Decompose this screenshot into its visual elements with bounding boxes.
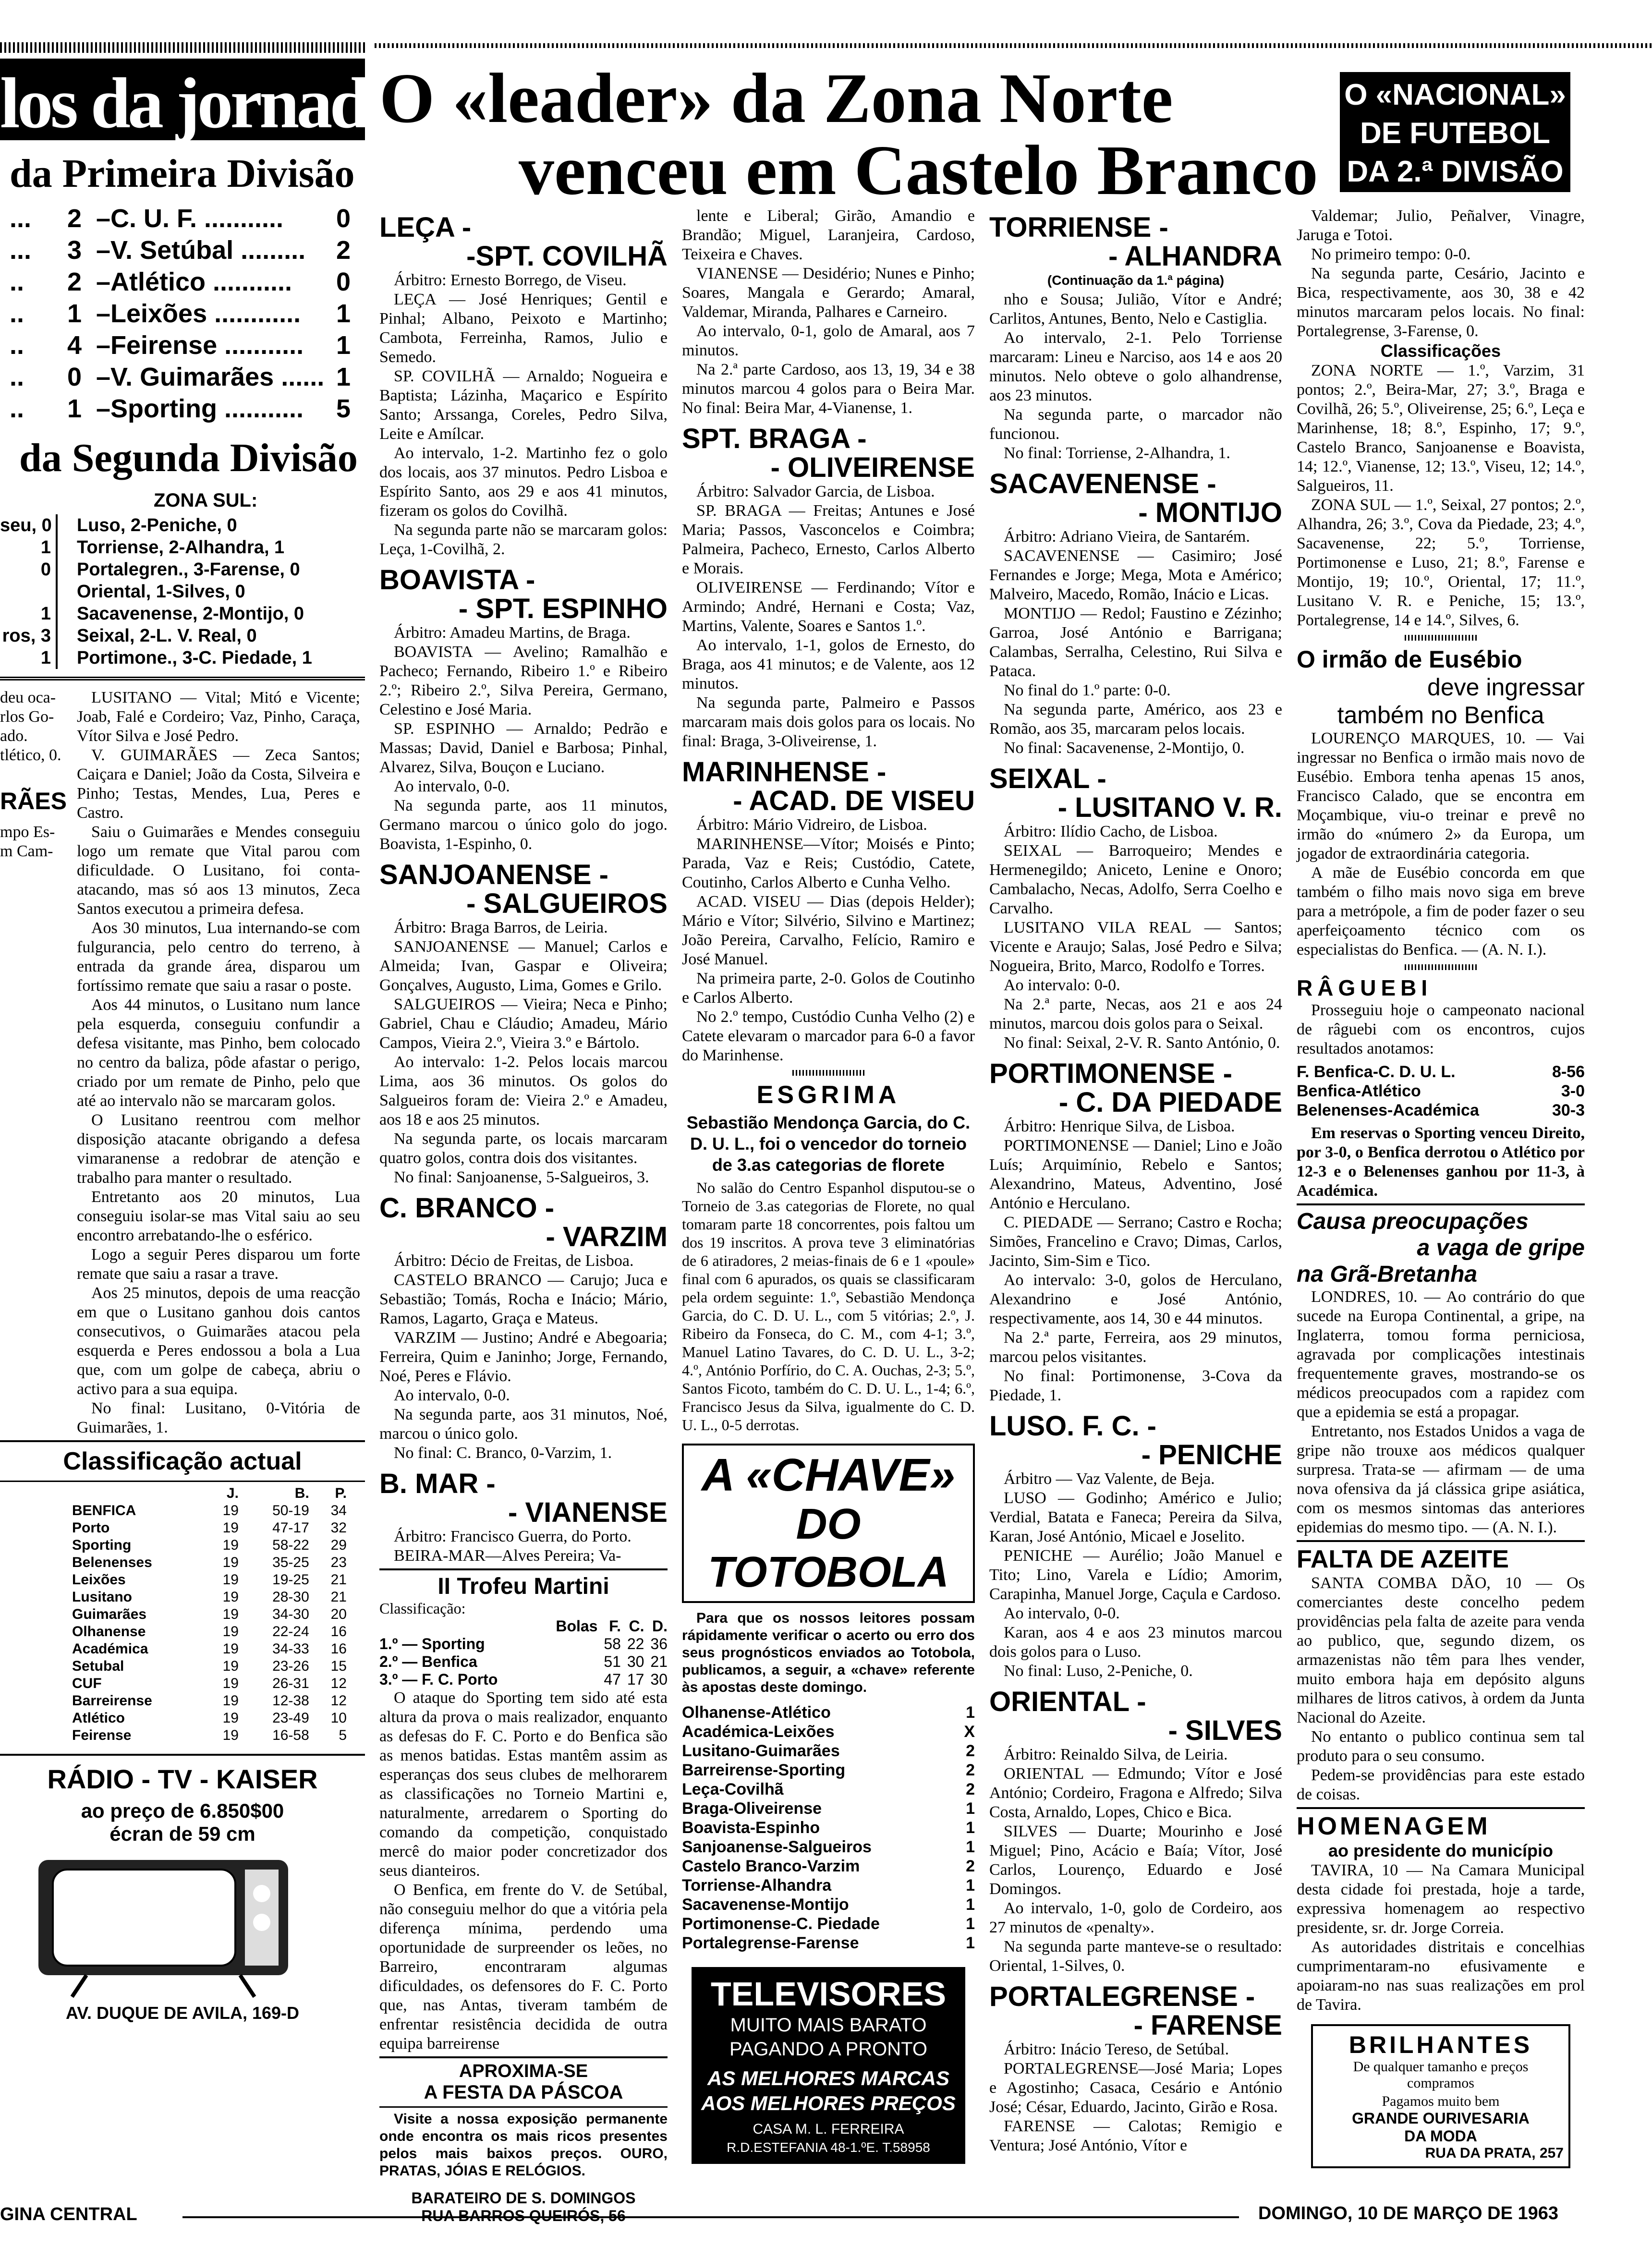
match-paragraph: CASTELO BRANCO — Carujo; Juca e Sebastião; Tomás, Rocha e Inácio; Mário, Ramos, Lagarto, Graça e Mateus. (379, 1271, 668, 1327)
match-paragraph: Na 2.ª parte, Ferreira, aos 29 minutos, marcou pelos visitantes. (989, 1329, 1282, 1366)
martini-row: 2.º — Benfica 51 30 21 (379, 1653, 668, 1670)
match-paragraph: No 2.º tempo, Custódio Cunha Velho (2) e Catete elevaram o marcador para 6-0 a favor do Marinhense. (682, 1008, 975, 1064)
match-paragraph: Na segunda parte, Palmeiro e Passos marcaram mais dois golos para os locais. No final: Braga, 3-Oliveirense, 1. (682, 694, 975, 750)
match-paragraph: FARENSE — Calotas; Remigio e Ventura; José António, Vítor e (989, 2117, 1282, 2154)
second-division-row: ros, 3 Seixal, 2-L. V. Real, 0 (0, 625, 365, 647)
match-paragraph: SACAVENENSE — Casimiro; José Fernandes e Jorge; Mega, Mota e Américo; Malveiro, Macedo, Romão, Inácio e Licas. (989, 547, 1282, 603)
match-paragraph: Na segunda parte, o marcador não funcionou. (989, 406, 1282, 443)
match-paragraph: No final: Torriense, 2-Alhandra, 1. (1004, 444, 1230, 462)
classification-table (72, 1485, 351, 1744)
chave-row: Académica-Leixões X (682, 1723, 975, 1741)
match-heading: MARINHENSE - - ACAD. DE VISEU (682, 756, 975, 816)
zona-norte-standings: ZONA NORTE — 1.º, Varzim, 31 pontos; 2.º, Beira-Mar, 27; 3.º, Braga e Covilhã, 26; 5.º, Oliveirense, 25; 6.º, Leça e Marinhense, 18; 8.º, Espinho, 17; 9.º, Castelo Branco, Sanjoanense e Boavista, 14; 12.º, Vianense, 12; 13.º, Viseu, 12; 14.º, Salgueiros, 11. (1297, 362, 1585, 495)
match-paragraph: Árbitro: Ilídio Cacho, de Lisboa. (1004, 823, 1218, 840)
homenagem-title: HOMENAGEM (1297, 1812, 1491, 1840)
match-paragraph: Árbitro: Mário Vidreiro, de Lisboa. (696, 816, 927, 834)
match-paragraph: Ao intervalo, 0-0. (1004, 1604, 1120, 1622)
match-heading: LEÇA - -SPT. COVILHÃ (379, 212, 668, 272)
column-3 (682, 206, 975, 2190)
match-paragraph: Ao intervalo, 0-0. (394, 1386, 510, 1404)
match-paragraph: BEIRA-MAR—Alves Pereira; Va- (394, 1547, 621, 1565)
martini-title: II Trofeu Martini (437, 1574, 609, 1599)
nacional-box (1340, 72, 1570, 192)
chave-row: Lusitano-Guimarães 2 (682, 1742, 975, 1760)
match-heading: PORTALEGRENSE - - FARENSE (989, 1981, 1282, 2041)
kaiser-title: RÁDIO - TV - KAISER (47, 1764, 318, 1794)
match-paragraph: PENICHE — Aurélio; João Manuel e Tito; Lino, Varela e Lídio; Amorim, Carapinha, Manuel Jorge, Caçula e Cardoso. (989, 1547, 1282, 1603)
report-paragraph: Entretanto aos 20 minutos, Lua conseguiu isolar-se mas Vital saiu ao seu encontro arrebatando-lhe o esférico. (77, 1188, 360, 1244)
match-paragraph: Árbitro: Francisco Guerra, do Porto. (394, 1528, 632, 1545)
footer-date: DOMINGO, 10 DE MARÇO DE 1963 (1258, 2203, 1559, 2223)
report-paragraph: Aos 30 minutos, Lua internando-se com fulgurancia, pelo centro do terreno, à entrada da grande área, disparou um fortíssimo remate que saiu a rasar o poste. (77, 919, 360, 995)
first-division-row: .. 4 – Feirense ........... 1 (10, 331, 351, 360)
match-heading: C. BRANCO - - VARZIM (379, 1192, 668, 1252)
eusebio-title-2: deve ingressar (1427, 674, 1585, 701)
match-paragraph: Ao intervalo: 0-0. (1004, 976, 1120, 994)
match-paragraph: BOAVISTA — Avelino; Ramalhão e Pacheco; Fernando, Ribeiro 1.º e Ribeiro 2.º; Ribeiro 2.º, Silva Pereira, Germano, Celestino e José Maria. (379, 643, 668, 718)
edge-fragment: ado. (0, 727, 28, 745)
match-heading: LUSO. F. C. - - PENICHE (989, 1410, 1282, 1470)
continued-paragraph: Na segunda parte, Cesário, Jacinto e Bica, respectivamente, aos 30, 38 e 42 minutos marcaram pelos locais. No final: Portalegrense, 3-Farense, 0. (1297, 265, 1585, 340)
zona-sul-standings: ZONA SUL — 1.º, Seixal, 27 pontos; 2.º, Alhandra, 26; 3.º, Cova da Piedade, 23; 4.º, Sacavenense, 22; 5.º, Torriense, Portimonense e Luso, 21; 8.º, Farense e Montijo, 19; 10.º, Oriental, 17; 11.º, Lusitano V. R. e Peniche, 15; 13.º, Portalegrense, 14 e 14.º, Silves, 6. (1297, 496, 1585, 629)
headline-line-1: O «leader» da Zona Norte (379, 59, 1173, 138)
match-paragraph: LEÇA — José Henriques; Gentil e Pinhal; Albano, Peixoto e Martinho; Cambota, Ferreinha, Ramos, Julio e Semedo. (379, 291, 668, 366)
pascoa-signature-2: RUA BARROS QUEIRÓS, 56 (421, 2207, 626, 2224)
match-heading: SANJOANENSE - - SALGUEIROS (379, 859, 668, 919)
brilhantes-name-1: GRANDE OURIVESARIA (1352, 2110, 1530, 2127)
classification-row: Atlético 19 23-49 10 (72, 1710, 347, 1726)
classification-row: Setubal 19 23-26 15 (72, 1658, 347, 1674)
first-division-title: da Primeira Divisão (10, 151, 355, 196)
martini-row: 3.º — F. C. Porto 47 17 30 (379, 1671, 668, 1688)
match-paragraph: SALGUEIROS — Vieira; Neca e Pinho; Gabriel, Chau e Cláudio; Amadeu, Mário Campos, Vieira 2.º, Vieira 3.º e Bártolo. (379, 996, 668, 1052)
chave-row: Sacavenense-Montijo 1 (682, 1895, 975, 1914)
classification-row: Olhanense 19 22-24 16 (72, 1624, 347, 1640)
classification-title: Classificação actual (63, 1447, 302, 1475)
edge-fragment: deu oca- (0, 689, 56, 706)
match-paragraph: Ao intervalo, 1-0, golo de Cordeiro, aos 27 minutos de «penalty». (989, 1899, 1282, 1936)
first-division-row: ... 2 – C. U. F. ........... 0 (10, 204, 351, 233)
match-paragraph: ACAD. VISEU — Dias (depois Helder); Mário e Vítor; Silvério, Silvino e Martinez; João Pereira, Carvalho, Felício, Ramiro e José Manuel. (682, 893, 975, 968)
azeite-paragraph: No entanto o publico continua sem tal produto para o seu consumo. (1297, 1728, 1585, 1765)
kaiser-ad (0, 1763, 365, 2023)
chave-row: Olhanense-Atlético 1 (682, 1703, 975, 1722)
match-paragraph: Árbitro: Adriano Vieira, de Santarém. (1004, 528, 1250, 546)
match-paragraph: Árbitro: Salvador Garcia, de Lisboa. (696, 483, 935, 500)
match-paragraph: No final: Seixal, 2-V. R. Santo António, 0. (1004, 1034, 1280, 1052)
match-paragraph: Na primeira parte, 2-0. Golos de Coutinho e Carlos Alberto. (682, 970, 975, 1007)
continued-paragraph: Na 2.ª parte Cardoso, aos 13, 19, 34 e 38 minutos marcou 4 golos para o Beira Mar. No final: Beira Mar, 4-Vianense, 1. (682, 361, 975, 417)
match-paragraph: VARZIM — Justino; André e Abegoaria; Ferreira, Quim e Janinho; Jorge, Fernando, Noé, Peres e Flávio. (379, 1329, 668, 1385)
match-paragraph: nho e Sousa; Julião, Vítor e André; Carlitos, Antunes, Bento, Nelo e Castiglia. (989, 291, 1282, 328)
top-ruler (0, 42, 365, 53)
second-division-title: da Segunda Divisão (19, 436, 358, 480)
match-paragraph: Árbitro: Amadeu Martins, de Braga. (394, 624, 631, 642)
report-paragraph: Aos 25 minutos, depois de uma reacção em que o Lusitano ganhou dois cantos consecutivos, o Guimarães atacou pela esquerda e Peres endossou a bola a Lua que, com um golpe de cabeça, abriu o activo para a sua equipa. (77, 1284, 360, 1398)
match-paragraph: Ao intervalo: 3-0, golos de Herculano, Alexandrino e José António, respectivamente, aos 14, 30 e 44 minutos. (989, 1271, 1282, 1327)
classification-row: Lusitano 19 28-30 21 (72, 1589, 347, 1605)
left-column (0, 0, 400, 2259)
match-paragraph: ORIENTAL — Edmundo; Vítor e José António; Cordeiro, Fragona e Alfredo; Silva Costa, Arnaldo, Lopes, Chico e Bica. (989, 1765, 1282, 1821)
homenagem-paragraph: TAVIRA, 10 — Na Camara Municipal desta cidade foi prestada, hoje a tarde, expressiva homenagem ao respectivo presidente, sr. dr. Jorge Correia. (1297, 1861, 1585, 1937)
continued-paragraph: Ao intervalo, 0-1, golo de Amaral, aos 7 minutos. (682, 322, 975, 359)
azeite-paragraph: Pedem-se providências para este estado de coisas. (1297, 1766, 1585, 1803)
raguebi-row: Benfica-Atlético 3-0 (1297, 1082, 1585, 1100)
match-paragraph: No final: Sanjoanense, 5-Salgueiros, 3. (394, 1168, 649, 1186)
match-paragraph: Árbitro: Braga Barros, de Leiria. (394, 919, 608, 936)
match-heading: SPT. BRAGA - - OLIVEIRENSE (682, 423, 975, 483)
classifications-title: Classificações (1380, 341, 1501, 361)
raguebi-reserves: Em reservas o Sporting venceu Direito, por 3-0, o Benfica derrotou o Atlético por 12-3 e o Belenenses ganhou por 11-3, à Académica. (1297, 1124, 1585, 1200)
jornada-banner: los da jornada (0, 59, 365, 140)
chave-row: Braga-Oliveirense 1 (682, 1799, 975, 1818)
report-paragraph: V. GUIMARÃES — Zeca Santos; Caiçara e Daniel; João da Costa, Silveira e Pinho; Testas, Mendes, Lua, Peres e Castro. (77, 746, 360, 822)
classification-row: Sporting 19 58-22 29 (72, 1537, 347, 1553)
televisores-ad (692, 1967, 965, 2164)
report-paragraph: Aos 44 minutos, o Lusitano num lance pela esquerda, conseguiu confundir a defesa visitante, mas Pinho, bem colocado no centro da baliza, pôde afastar o perigo, criado por um remate de Pinho, pelo que até ao intervalo não se marcaram golos. (77, 996, 360, 1110)
esgrima-headline: Sebastião Mendonça Garcia, do C. D. U. L., foi o vencedor do torneio de 3.as categorias de florete (686, 1113, 971, 1175)
match-heading: SEIXAL - - LUSITANO V. R. (989, 763, 1282, 823)
tv-ad-line-3: PAGANDO A PRONTO (729, 2039, 927, 2060)
classification-header: J. B. P. (226, 1485, 347, 1501)
gripe-title-1: Causa preocupações (1297, 1209, 1529, 1234)
chave-row: Torriense-Alhandra 1 (682, 1876, 975, 1895)
match-paragraph: Árbitro: Henrique Silva, de Lisboa. (1004, 1117, 1235, 1135)
report-paragraph: Logo a seguir Peres disparou um forte remate que saiu a rasar a trave. (77, 1246, 360, 1283)
match-paragraph: PORTIMONENSE — Daniel; Lino e João Luís; Arquimínio, Rebelo e Santos; Alexandrino, Mateus, Adventino, José António e Herculano. (989, 1137, 1282, 1212)
martini-paragraph: O ataque do Sporting tem sido até esta altura da prova o mais realizador, enquanto as defesas do F. C. Porto e do Benfica são as menos batidas. Estas mantêm assim as esperanças dos seus clubes de melhorarem as classificações no Torneio Martini e, naturalmente, arredarem o Sporting do comando da competição, conquistado mercê do maior poder concretizador dos seus dianteiros. (379, 1689, 668, 1880)
homenagem-subtitle: ao presidente do município (1328, 1841, 1554, 1860)
pascoa-signature-1: BARATEIRO DE S. DOMINGOS (411, 2189, 636, 2207)
azeite-paragraph: SANTA COMBA DÃO, 10 — Os comerciantes deste concelho pedem providências pela falta de azeite para venda ao publico, que, segundo dizem, os armazenistas não têm para lhes vender, muito embora haja em depósito alguns milhares de litros cativos, à ordem da Junta Nacional do Azeite. (1297, 1574, 1585, 1726)
martini-header: Bolas F. C. D. (556, 1617, 668, 1635)
brilhantes-subtitle: De qualquer tamanho e preços compramos (1353, 2059, 1529, 2091)
match-paragraph: Árbitro: Décio de Freitas, de Lisboa. (394, 1252, 634, 1270)
raguebi-text: Prosseguiu hoje o campeonato nacional de râguebi com os encontros, cujos resultados anotamos: (1297, 1001, 1585, 1057)
match-paragraph: Na segunda parte não se marcaram golos: Leça, 1-Covilhã, 2. (379, 521, 668, 558)
homenagem-paragraph: As autoridades distritais e concelhias cumprimentaram-no efusivamente e apoiaram-no nas suas realizações em prol de Tavira. (1297, 1938, 1585, 2014)
second-division-row: 0 Portalegren., 3-Farense, 0 (0, 559, 365, 581)
eusebio-paragraph: LOURENÇO MARQUES, 10. — Vai ingressar no Benfica o irmão mais novo de Eusébio. Embora tenha apenas 15 anos, Francisco Calado, que se encontra em Moçambique, viu-o treinar e prevê no irmão do «número 2» da Europa, um jogador de extraordinária categoria. (1297, 729, 1585, 862)
match-paragraph: Árbitro — Vaz Valente, de Beja. (1004, 1470, 1215, 1488)
classification-row: Feirense 19 16-58 5 (72, 1727, 347, 1743)
kaiser-address: AV. DUQUE DE AVILA, 169-D (65, 2003, 300, 2023)
chave-row: Portalegrense-Farense 1 (682, 1934, 975, 1952)
match-paragraph: SP. ESPINHO — Arnaldo; Pedrão e Massas; David, Daniel e Barbosa; Pinhal, Alvarez, Silva, Bouçon e Luciano. (379, 720, 668, 776)
tv-ad-line-7: R.D.ESTEFANIA 48-1.ºE. T.58958 (727, 2140, 930, 2155)
first-division-row: .. 1 – Sporting ........... 5 (10, 394, 351, 423)
classification-row: CUF 19 26-31 12 (72, 1676, 347, 1691)
report-paragraph: LUSITANO — Vital; Mitó e Vicente; Joab, Falé e Cordeiro; Vaz, Pinho, Caraça, Vítor Silva e José Pedro. (77, 689, 360, 745)
match-paragraph: SP. COVILHÃ — Arnaldo; Nogueira e Baptista; Lázinha, Maçarico e Espírito Santo; Arssanga, Coreles, Pedro Silva, Leite e Amílcar. (379, 367, 668, 443)
gripe-title-2: a vaga de gripe (1417, 1235, 1585, 1261)
report-paragraph: No final: Lusitano, 0-Vitória de Guimarães, 1. (77, 1399, 360, 1436)
second-division-row: seu, 0 Luso, 2-Peniche, 0 (0, 515, 237, 535)
brilhantes-name-2: DA MODA (1404, 2127, 1477, 2145)
match-paragraph: LUSITANO VILA REAL — Santos; Vicente e Araujo; Salas, José Pedro e Silva; Nogueira, Brito, Marco, Rodolfo e Torres. (989, 919, 1282, 975)
nacional-line-3: DA 2.ª DIVISÃO (1347, 155, 1564, 188)
martini-paragraph: O Benfica, em frente do V. de Setúbal, não conseguiu melhor do que a vitória pela diferença mínima, perdendo uma oportunidade de surpreender os leões, no Barreiro, encontraram algumas dificuldades, os defensores do F. C. Porto que, nas Antas, tiveram também de enfrentar resistência decidida de outra equipa barreirense (379, 1881, 668, 2053)
match-heading: SACAVENENSE - - MONTIJO (989, 468, 1282, 528)
tv-set-illustration (29, 1855, 298, 1999)
edge-fragments (0, 688, 72, 1437)
match-paragraph: Na segunda parte, os locais marcaram quatro golos, contra dois dos visitantes. (379, 1130, 668, 1167)
esgrima-title: ESGRIMA (756, 1081, 900, 1109)
match-paragraph: MONTIJO — Redol; Faustino e Zézinho; Garroa, José António e Barrigana; Calambas, Serralha, Celestino, Rui Silva e Pataca. (989, 605, 1282, 680)
martini-row: 1.º — Sporting 58 22 36 (379, 1635, 668, 1652)
classification-row: Leixões 19 19-25 21 (72, 1572, 347, 1588)
pascoa-text: Visite a nossa exposição permanente onde encontra os mais ricos presentes pelos mais baixos preços. OURO, PRATAS, JÓIAS E RELÓGIOS. (379, 2111, 668, 2179)
match-paragraph: Na segunda parte manteve-se o resultado: Oriental, 1-Silves, 0. (989, 1938, 1282, 1975)
continued-paragraph: Valdemar; Julio, Peñalver, Vinagre, Jaruga e Totoi. (1297, 207, 1585, 244)
match-paragraph: No final: C. Branco, 0-Varzim, 1. (394, 1444, 612, 1462)
match-paragraph: Árbitro: Reinaldo Silva, de Leiria. (1004, 1746, 1228, 1763)
azeite-title: FALTA DE AZEITE (1297, 1545, 1509, 1573)
first-division-row: .. 1 – Leixões ............ 1 (10, 299, 351, 328)
match-paragraph: OLIVEIRENSE — Ferdinando; Vítor e Armindo; André, Hernani e Costa; Vaz, Martins, Valente, Soares e Santos 1.º. (682, 579, 975, 635)
tv-ad-line-5: AOS MELHORES PREÇOS (701, 2092, 956, 2114)
brilhantes-address: RUA DA PRATA, 257 (1425, 2145, 1564, 2161)
chave-row: Leça-Covilhã 2 (682, 1780, 975, 1798)
match-paragraph: MARINHENSE—Vítor; Moisés e Pinto; Parada, Vaz e Reis; Custódio, Catete, Coutinho, Carlos Alberto e Cunha Velho. (682, 835, 975, 891)
match-paragraph: C. PIEDADE — Serrano; Castro e Rocha; Simões, Francelino e Cravo; Dimas, Carlos, Jacinto, Sim-Sim e Tico. (989, 1214, 1282, 1270)
match-paragraph: Ao intervalo, 0-0. (394, 777, 510, 795)
kaiser-price: ao preço de 6.850$00 (81, 1799, 284, 1822)
match-paragraph: SANJOANENSE — Manuel; Carlos e Almeida; Ivan, Gaspar e Oliveira; Gonçalves, Augusto, Lima, Gomes e Grilo. (379, 938, 668, 994)
tv-ad-line-2: MUITO MAIS BARATO (730, 2015, 927, 2036)
nacional-line-2: DE FUTEBOL (1360, 117, 1551, 150)
match-paragraph: Ao intervalo: 1-2. Pelos locais marcou Lima, aos 36 minutos. Os golos do Salgueiros foram de: Vieira 2.º e Amadeu, aos 18 e aos 25 minutos. (379, 1053, 668, 1129)
edge-fragment: rlos Go- (0, 708, 54, 726)
raguebi-row: Belenenses-Académica 30-3 (1297, 1101, 1585, 1119)
match-paragraph: Na segunda parte, aos 31 minutos, Noé, marcou o único golo. (379, 1406, 668, 1443)
match-paragraph: No final: Sacavenense, 2-Montijo, 0. (1004, 739, 1245, 757)
continued-paragraph: No primeiro tempo: 0-0. (1311, 245, 1471, 263)
first-division-row: .. 0 – V. Guimarães ...... 1 (10, 363, 351, 391)
column-2 (379, 206, 668, 2224)
martini-table (379, 1617, 668, 1688)
classification-row: Guimarães 19 34-30 20 (72, 1606, 347, 1622)
match-paragraph: Ao intervalo, 1-1, golos de Ernesto, do Braga, aos 41 minutos; e de Valente, aos 12 minutos. (682, 636, 975, 692)
chave-title-2: DO TOTOBOLA (708, 1500, 949, 1596)
match-heading: PORTIMONENSE - - C. DA PIEDADE (989, 1058, 1282, 1118)
tv-ad-title: TELEVISORES (710, 1975, 947, 2013)
nacional-line-1: O «NACIONAL» (1344, 78, 1566, 111)
match-paragraph: Árbitro: Inácio Tereso, de Setúbal. (1004, 2040, 1229, 2058)
match-paragraph: Na segunda parte, Américo, aos 23 e Romão, aos 35, marcaram pelos locais. (989, 701, 1282, 738)
second-division-row: 1 Sacavenense, 2-Montijo, 0 (0, 603, 365, 625)
match-paragraph: No final: Luso, 2-Peniche, 0. (1004, 1662, 1193, 1680)
first-division-row: .. 2 – Atlético ........... 0 (10, 267, 351, 296)
main-headline (379, 59, 1340, 210)
pascoa-ad (379, 2061, 668, 2225)
column-4 (989, 206, 1282, 2190)
tv-ad-line-6: CASA M. L. FERREIRA (753, 2121, 904, 2137)
match-paragraph: SP. BRAGA — Freitas; Antunes e José Maria; Passos, Vasconcelos e Coimbra; Palmeira, Pacheco, Ernesto, Carlos Alberto e Morais. (682, 502, 975, 577)
pascoa-title-1: APROXIMA-SE (459, 2061, 588, 2081)
headline-line-2: venceu em Castelo Branco (519, 131, 1318, 210)
esgrima-text: No salão do Centro Espanhol disputou-se o Torneio de 3.as categorias de Florete, no qual tomaram parte 18 concorrentes, pois faltou um dos 19 inscritos. A prova teve 3 eliminatórias de 6 atiradores, 2 meias-finais de 6 e 1 «poule» final com 6 apurados, os quais se classificaram pela ordem seguinte: 1.º, Sebastião Mendonça Garcia, do C. D. U. L., com 5 vitórias; 2.º, J. Ribeiro da Fonseca, do C. M., com 4-1; 3.º, Manuel Latino Tavares, do C. D. U. L., 3-2; 4.º, António Porfírio, do C. A. Ouchas, 2-3; 5.º, Santos Ficoto, também do C. D. U. L., 1-4; 6.º, Francisco Jesus da Silva, igualmente do C. D. U. L., 0-5 derrotas. (682, 1179, 975, 1433)
pascoa-title-2: A FESTA DA PÁSCOA (424, 2082, 623, 2103)
match-paragraph: SEIXAL — Barroqueiro; Mendes e Hermenegildo; Aniceto, Lenine e Onoro; Cambalacho, Necas, Adolfo, Serra Coelho e Carvalho. (989, 842, 1282, 917)
kaiser-screen: écran de 59 cm (109, 1822, 255, 1845)
first-division-row: ... 3 – V. Setúbal ......... 2 (10, 236, 351, 265)
raguebi-row: F. Benfica-C. D. U. L. 8-56 (1297, 1063, 1585, 1081)
martini-subtitle: Classificação: (379, 1600, 466, 1617)
classification-row: BENFICA 19 50-19 34 (72, 1503, 347, 1518)
chave-row: Boavista-Espinho 1 (682, 1819, 975, 1837)
match-heading: B. MAR - - VIANENSE (379, 1468, 668, 1528)
page-footer-left: GINA CENTRAL (0, 2204, 137, 2224)
match-paragraph: No final do 1.º parte: 0-0. (1004, 681, 1171, 699)
second-division-row: 1 Portimone., 3-C. Piedade, 1 (0, 647, 365, 669)
report-paragraph: O Lusitano reentrou com melhor disposição atacante obrigando a defesa vimaranense a redobrar de atenção e trabalho para manter o resultado. (77, 1111, 360, 1187)
chave-intro: Para que os nossos leitores possam rápidamente verificar o acerto ou erro dos seus prognósticos enviados ao Totobola, publicamos, a seguir, a «chave» referente às apostas deste domingo. (682, 1610, 975, 1695)
eusebio-title-3: também no Benfica (1337, 702, 1544, 729)
edge-fragment: tlético, 0. (0, 746, 61, 764)
match-paragraph: No final: Portimonense, 3-Cova da Piedade, 1. (989, 1367, 1282, 1404)
lusitano-report (72, 688, 360, 1437)
classification-row: Académica 19 34-33 16 (72, 1641, 347, 1657)
raguebi-results (1297, 1062, 1585, 1120)
match-paragraph: Na segunda parte, aos 11 minutos, Germano marcou o único golo do jogo. Boavista, 1-Espinho, 0. (379, 797, 668, 853)
zona-sul-label: ZONA SUL: (154, 490, 258, 511)
gripe-title-3: na Grã-Bretanha (1297, 1262, 1478, 1287)
match-paragraph: LUSO — Godinho; Américo e Julio; Verdial, Batata e Faneca; Pereira da Silva, Karan, José António, Micael e Joselito. (989, 1489, 1282, 1545)
match-heading: TORRIENSE - - ALHANDRA (989, 212, 1282, 272)
continued-paragraph: lente e Liberal; Girão, Amandio e Brandão; Miguel, Laranjeira, Cardoso, Teixeira e Chaves. (682, 207, 975, 263)
eusebio-paragraph: A mãe de Eusébio concorda em que também o filho mais novo siga em breve para a metrópole, a fim de poder fazer o seu aperfeiçoamento técnico com os especialistas do Benfica. — (A. N. I.). (1297, 864, 1585, 959)
chave-box (682, 1444, 975, 1603)
edge-fragment: RÃES (0, 788, 67, 814)
continued-paragraph: VIANENSE — Desidério; Nunes e Pinho; Soares, Mangala e Gerardo; Amaral, Valdemar, Miranda, Palhares e Carneiro. (682, 265, 975, 321)
chave-title-1: A «CHAVE» (701, 1449, 956, 1501)
chave-row: Sanjoanense-Salgueiros 1 (682, 1838, 975, 1856)
chave-row: Barreirense-Sporting 2 (682, 1761, 975, 1779)
gripe-paragraph: LONDRES, 10. — Ao contrário do que sucede na Europa Continental, a gripe, na Inglaterra, tomou forma perniciosa, agravada por complicações intestinais frequentemente graves, mostrando-se os médicos preocupados com a rapidez com que a epidemia se está a propagar. (1297, 1288, 1585, 1421)
first-division-results (0, 203, 365, 425)
raguebi-title: RÂGUEBI (1297, 975, 1433, 1000)
match-paragraph: SILVES — Duarte; Mourinho e José Miguel; Pino, Acácio e Baía; Vítor, José Carlos, Lourenço, Eduardo e José Domingos. (989, 1822, 1282, 1898)
match-heading: BOAVISTA - - SPT. ESPINHO (379, 564, 668, 624)
classification-row: Belenenses 19 35-25 23 (72, 1555, 347, 1570)
tv-ad-line-4: AS MELHORES MARCAS (707, 2067, 950, 2089)
match-paragraph: Ao intervalo, 2-1. Pelo Torriense marcaram: Lineu e Narciso, aos 14 e aos 20 minutos. Nelo obteve o golo alhandrense, aos 23 minutos. (989, 329, 1282, 404)
brilhantes-pay: Pagamos muito bem (1382, 2093, 1500, 2109)
classification-row: Porto 19 47-17 32 (72, 1520, 347, 1536)
column-5 (1297, 206, 1585, 2190)
match-paragraph: PORTALEGRENSE—José Maria; Lopes e Agostinho; Casaca, Cesário e António José; César, Eduardo, Jacinto, Girão e Rosa. (989, 2060, 1282, 2116)
gripe-paragraph: Entretanto, nos Estados Unidos a vaga de gripe não trouxe aos médicos qualquer surpresa. Trata-se — afirmam — de uma nova ofensiva da já clássica gripe asiática, com os mesmos sintomas das anteriores epidemias do mesmo tipo. — (A. N. I.). (1297, 1422, 1585, 1536)
match-paragraph: Na 2.ª parte, Necas, aos 21 e aos 24 minutos, marcou dois golos para o Seixal. (989, 996, 1282, 1032)
match-paragraph: Karan, aos 4 e aos 23 minutos marcou dois golos para o Luso. (989, 1624, 1282, 1661)
edge-fragment: m Cam- (0, 842, 53, 860)
match-heading: ORIENTAL - - SILVES (989, 1686, 1282, 1746)
continuation-note: (Continuação da 1.ª página) (1047, 273, 1225, 288)
brilhantes-ad (1311, 2024, 1570, 2168)
classification-row: Barreirense 19 12-38 12 (72, 1693, 347, 1709)
brilhantes-title: BRILHANTES (1348, 2031, 1533, 2058)
edge-fragment: mpo Es- (0, 823, 55, 841)
second-division-row: Oriental, 1-Silves, 0 (0, 581, 365, 603)
chave-row: Portimonense-C. Piedade 1 (682, 1915, 975, 1933)
eusebio-title-1: O irmão de Eusébio (1297, 646, 1522, 673)
second-division-row: 1 Torriense, 2-Alhandra, 1 (0, 536, 365, 559)
chave-row: Castelo Branco-Varzim 2 (682, 1857, 975, 1875)
report-paragraph: Saiu o Guimarães e Mendes conseguiu logo um remate que Vital parou com dificuldade. O Lusitano, foi conta-atacando, mas só aos 13 minutos, Zeca Santos executou a primeira defesa. (77, 823, 360, 918)
chave-list (682, 1703, 975, 1953)
match-paragraph: Árbitro: Ernesto Borrego, de Viseu. (394, 271, 627, 289)
match-paragraph: Ao intervalo, 1-2. Martinho fez o golo dos locais, aos 37 minutos. Pedro Lisboa e Espírito Santo, aos 29 e aos 41 minutos, fizeram os golos do Covilhã. (379, 444, 668, 520)
second-division-results (0, 514, 365, 669)
